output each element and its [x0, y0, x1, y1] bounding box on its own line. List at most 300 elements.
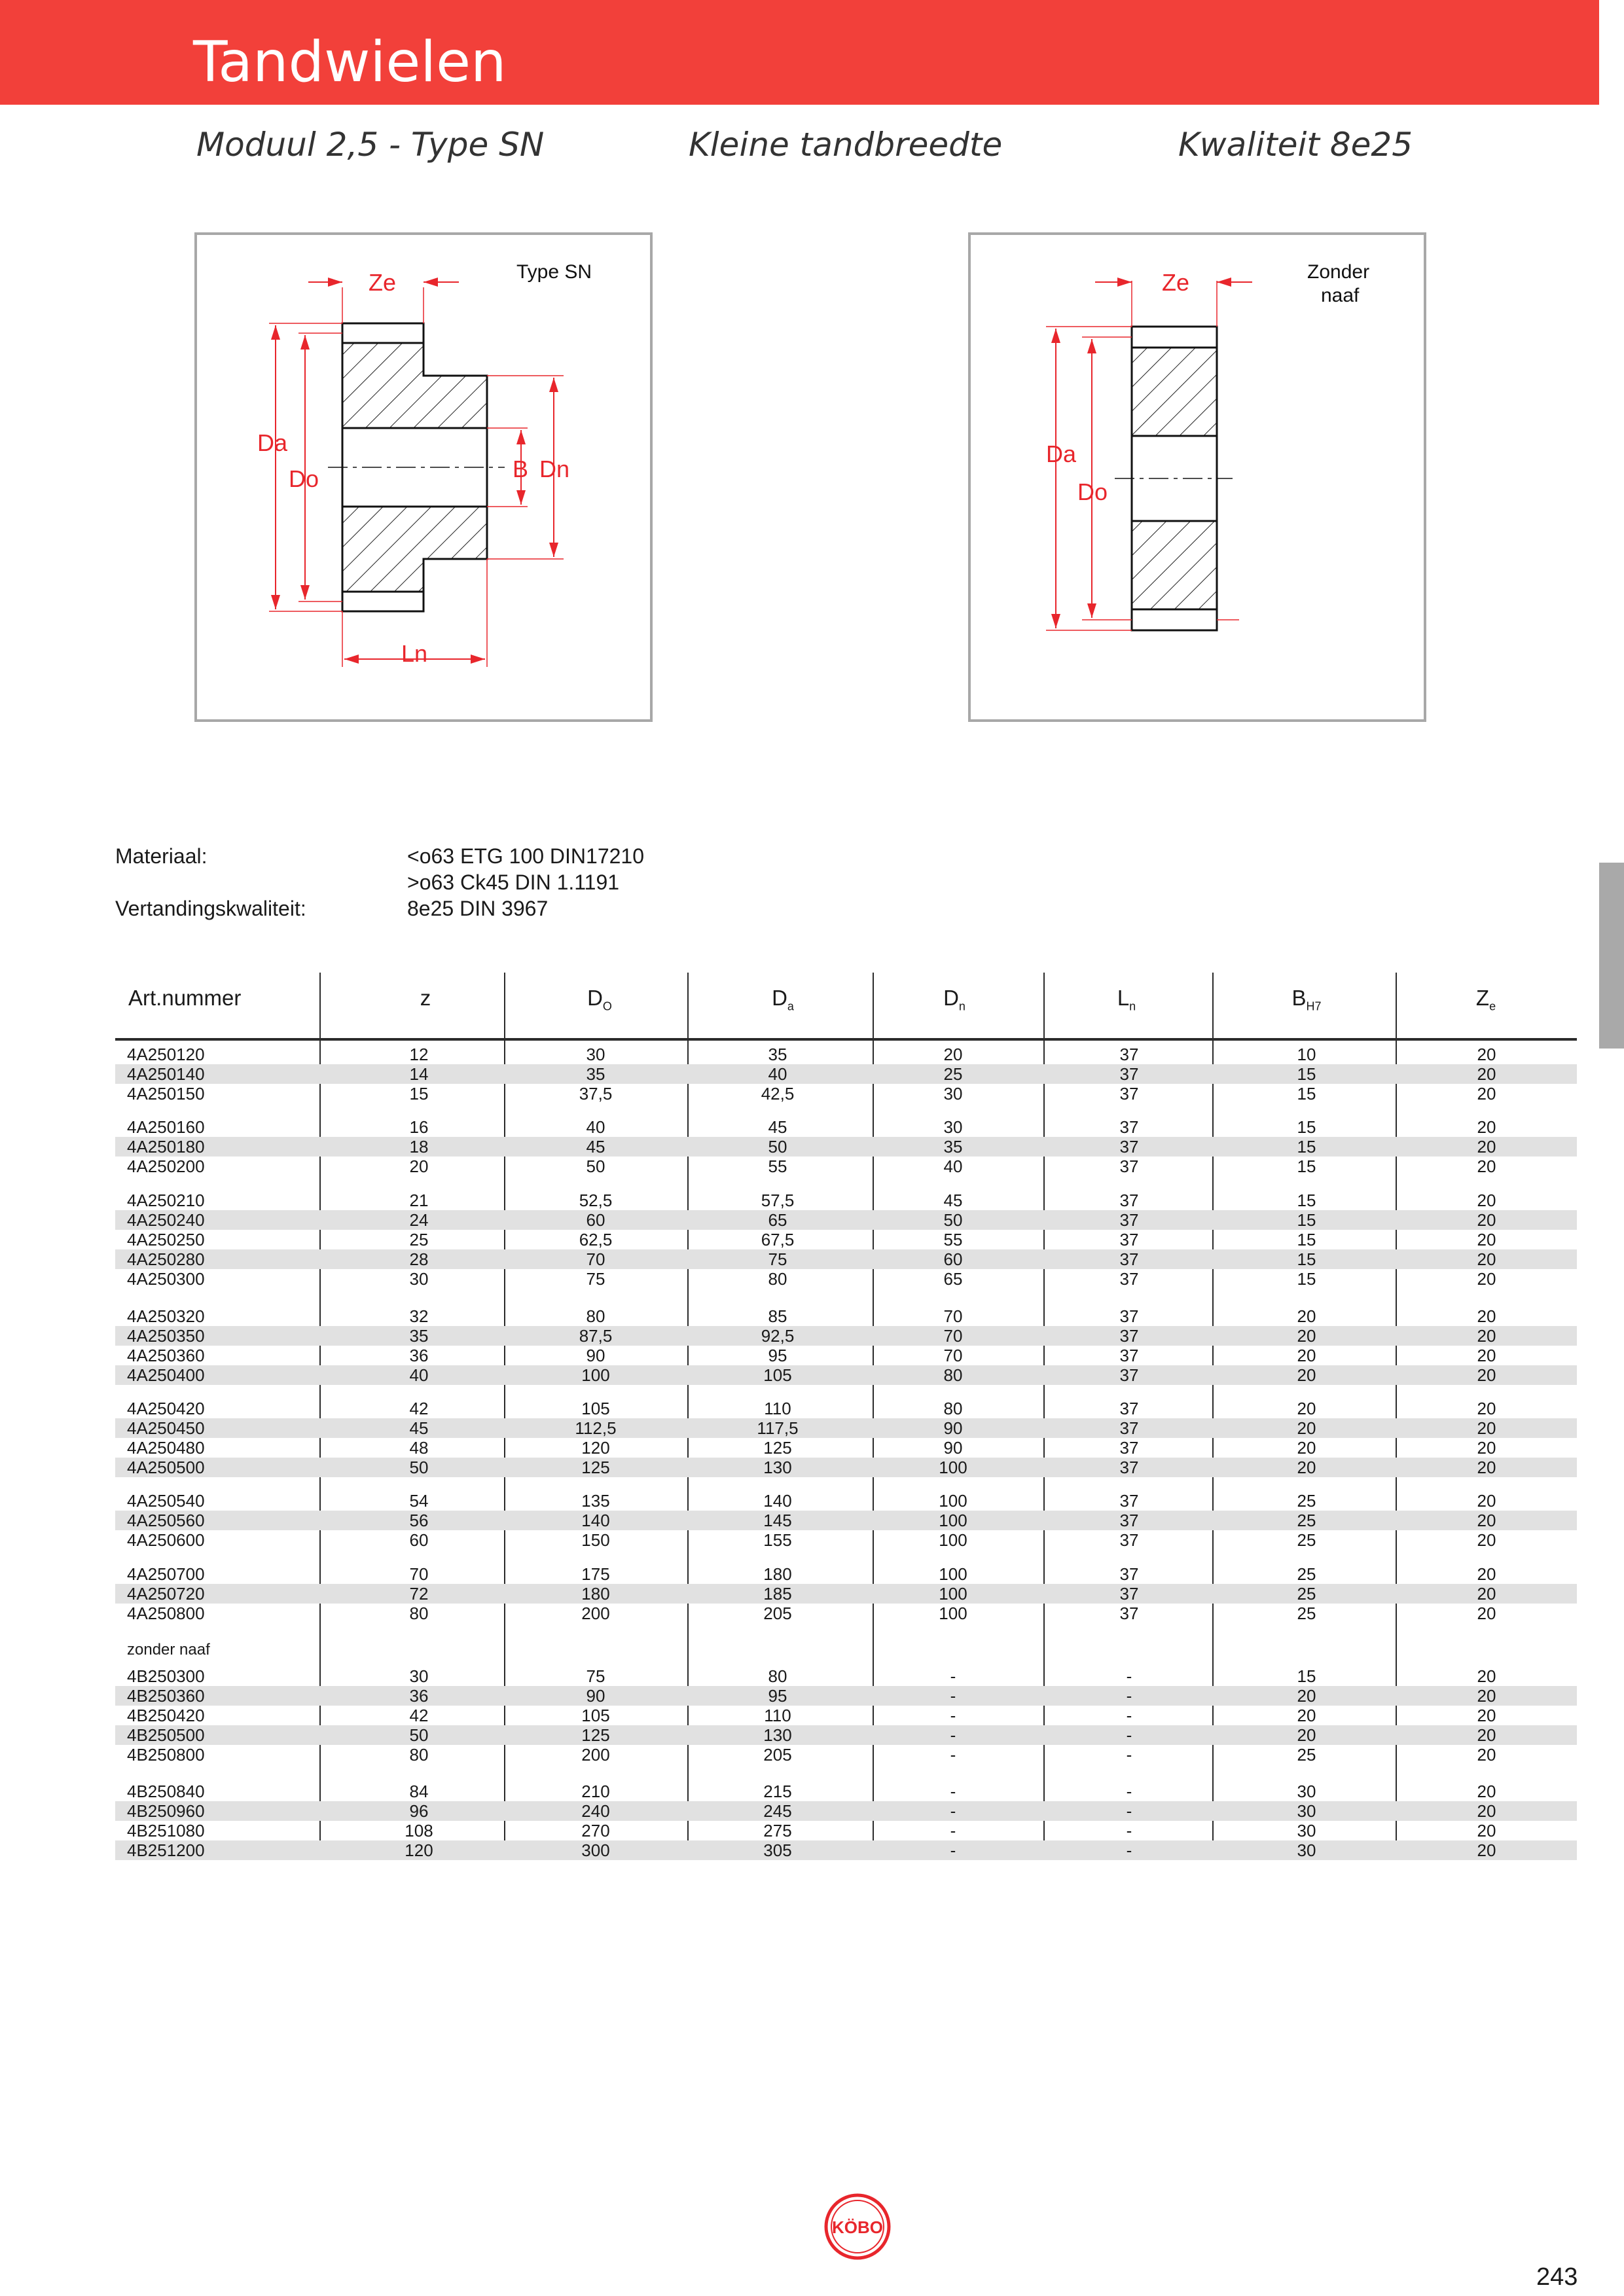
cell-bh7: 20: [1297, 1458, 1316, 1477]
cell-ln: -: [1126, 1745, 1132, 1765]
cell-art-nummer: 4A250140: [127, 1064, 205, 1084]
cell-bh7: 15: [1297, 1210, 1316, 1230]
cell-bh7: 25: [1297, 1530, 1316, 1550]
cell-z: 80: [409, 1745, 429, 1765]
cell-da: 130: [763, 1458, 792, 1477]
cell-bh7: 20: [1297, 1365, 1316, 1385]
cell-z: 45: [409, 1418, 429, 1438]
cell-ln: 37: [1119, 1530, 1139, 1550]
cell-art-nummer: 4A250320: [127, 1306, 205, 1326]
cell-z: 28: [409, 1249, 429, 1269]
cell-do: 105: [581, 1399, 610, 1418]
cell-dn: 80: [943, 1365, 963, 1385]
cell-do: 52,5: [579, 1191, 613, 1210]
cell-ze: 20: [1477, 1686, 1496, 1706]
cell-ze: 20: [1477, 1438, 1496, 1458]
table-row: [115, 1438, 1577, 1458]
table-row: [115, 1418, 1577, 1438]
cell-ze: 20: [1477, 1530, 1496, 1550]
cell-da: 65: [768, 1210, 787, 1230]
cell-z: 48: [409, 1438, 429, 1458]
cell-ln: -: [1126, 1706, 1132, 1725]
cell-ln: 37: [1119, 1045, 1139, 1064]
cell-ln: -: [1126, 1821, 1132, 1840]
cell-dn: -: [950, 1666, 956, 1686]
table-row: [115, 1745, 1577, 1765]
cell-dn: 60: [943, 1249, 963, 1269]
cell-ln: 37: [1119, 1191, 1139, 1210]
cell-art-nummer: 4B250360: [127, 1686, 205, 1706]
cell-art-nummer: 4A250200: [127, 1157, 205, 1176]
cell-art-nummer: 4A250240: [127, 1210, 205, 1230]
table-row: [115, 1604, 1577, 1623]
cell-z: 96: [409, 1801, 429, 1821]
cell-da: 245: [763, 1801, 792, 1821]
cell-ze: 20: [1477, 1157, 1496, 1176]
cell-do: 75: [586, 1269, 605, 1289]
cell-art-nummer: 4B250960: [127, 1801, 205, 1821]
cell-ze: 20: [1477, 1269, 1496, 1289]
cell-bh7: 20: [1297, 1346, 1316, 1365]
cell-dn: 100: [939, 1511, 967, 1530]
table-row: [115, 1725, 1577, 1745]
cell-da: 110: [764, 1706, 791, 1725]
table-row: [115, 1326, 1577, 1346]
cell-bh7: 25: [1297, 1584, 1316, 1604]
cell-art-nummer: 4A250450: [127, 1418, 205, 1438]
table-row: [115, 1399, 1577, 1418]
cell-do: 60: [586, 1210, 605, 1230]
cell-da: 42,5: [761, 1084, 795, 1103]
cell-art-nummer: 4A250540: [127, 1491, 205, 1511]
figure-zonder-naaf: [968, 232, 1426, 722]
cell-bh7: 15: [1297, 1117, 1316, 1137]
cell-art-nummer: 4B251080: [127, 1821, 205, 1840]
cell-bh7: 20: [1297, 1725, 1316, 1745]
table-row: [115, 1801, 1577, 1821]
cell-art-nummer: 4A250360: [127, 1346, 205, 1365]
cell-art-nummer: 4A250350: [127, 1326, 205, 1346]
cell-da: 85: [768, 1306, 787, 1326]
cell-ln: 37: [1119, 1399, 1139, 1418]
cell-da: 95: [768, 1346, 787, 1365]
subtitle-quality: Kwaliteit 8e25: [1178, 126, 1413, 164]
cell-art-nummer: 4B250300: [127, 1666, 205, 1686]
cell-dn: 100: [939, 1564, 967, 1584]
cell-da: 205: [763, 1604, 792, 1623]
cell-z: 108: [405, 1821, 433, 1840]
table-row: [115, 1686, 1577, 1706]
dim-ze-label: Ze: [369, 269, 397, 296]
header-da: $D_a$: [772, 986, 794, 1013]
cell-ze: 20: [1477, 1666, 1496, 1686]
side-tab: [1599, 863, 1624, 1049]
cell-da: 80: [768, 1666, 787, 1686]
cell-art-nummer: 4B250840: [127, 1782, 205, 1801]
figure-label-zonder: Zonder: [1307, 261, 1370, 283]
cell-do: 50: [586, 1157, 605, 1176]
cell-dn: 35: [943, 1137, 963, 1157]
cell-bh7: 15: [1297, 1230, 1316, 1249]
cell-do: 270: [581, 1821, 610, 1840]
cell-dn: -: [950, 1745, 956, 1765]
cell-da: 95: [768, 1686, 787, 1706]
cell-dn: 100: [939, 1458, 967, 1477]
cell-z: 120: [405, 1840, 433, 1860]
cell-z: 35: [409, 1326, 429, 1346]
cell-do: 125: [581, 1458, 610, 1477]
figure-label-naaf: naaf: [1321, 285, 1360, 306]
cell-dn: 45: [943, 1191, 963, 1210]
cell-da: 67,5: [761, 1230, 795, 1249]
cell-ln: 37: [1119, 1491, 1139, 1511]
cell-da: 57,5: [761, 1191, 795, 1210]
cell-art-nummer: 4A250160: [127, 1117, 205, 1137]
cell-da: 40: [768, 1064, 787, 1084]
cell-ln: 37: [1119, 1326, 1139, 1346]
cell-ze: 20: [1477, 1117, 1496, 1137]
cell-art-nummer: 4A250560: [127, 1511, 205, 1530]
cell-art-nummer: 4B250420: [127, 1706, 205, 1725]
cell-z: 30: [409, 1666, 429, 1686]
header-z: z: [420, 986, 431, 1010]
cell-dn: 25: [943, 1064, 963, 1084]
cell-da: 110: [764, 1399, 791, 1418]
cell-ze: 20: [1477, 1491, 1496, 1511]
cell-bh7: 15: [1297, 1269, 1316, 1289]
cell-z: 80: [409, 1604, 429, 1623]
cell-ze: 20: [1477, 1326, 1496, 1346]
cell-bh7: 20: [1297, 1418, 1316, 1438]
cell-z: 32: [409, 1306, 429, 1326]
figure-type-sn: [194, 232, 653, 722]
cell-do: 37,5: [579, 1084, 613, 1103]
table-row: [115, 1064, 1577, 1084]
cell-dn: -: [950, 1706, 956, 1725]
subtitle-width: Kleine tandbreedte: [689, 126, 1003, 164]
cell-da: 205: [763, 1745, 792, 1765]
cell-dn: 70: [943, 1306, 963, 1326]
cell-do: 45: [586, 1137, 605, 1157]
cell-do: 90: [586, 1346, 605, 1365]
cell-do: 87,5: [579, 1326, 613, 1346]
cell-da: 117,5: [757, 1418, 799, 1438]
cell-z: 30: [409, 1269, 429, 1289]
cell-ze: 20: [1477, 1801, 1496, 1821]
cell-z: 12: [409, 1045, 429, 1064]
cell-dn: -: [950, 1801, 956, 1821]
cell-ln: -: [1126, 1782, 1132, 1801]
figure-label-type-sn: Type SN: [516, 261, 592, 283]
table-row: [115, 1564, 1577, 1584]
cell-ln: 37: [1119, 1564, 1139, 1584]
cell-ln: 37: [1119, 1418, 1139, 1438]
gear-plain-drawing: [971, 235, 1424, 719]
cell-dn: -: [950, 1840, 956, 1860]
material-line-1: <o63 ETG 100 DIN17210: [407, 844, 645, 868]
cell-ze: 20: [1477, 1458, 1496, 1477]
cell-bh7: 25: [1297, 1604, 1316, 1623]
material-label: Materiaal:: [115, 844, 208, 868]
table-row: [115, 1249, 1577, 1269]
cell-da: 105: [763, 1365, 792, 1385]
table-row: [115, 1511, 1577, 1530]
table-row: [115, 1157, 1577, 1176]
table-row: [115, 1230, 1577, 1249]
cell-art-nummer: 4A250700: [127, 1564, 205, 1584]
cell-art-nummer: 4A250500: [127, 1458, 205, 1477]
cell-dn: -: [950, 1782, 956, 1801]
header-do: $D_O$: [587, 986, 612, 1013]
cell-do: 100: [581, 1365, 610, 1385]
cell-ln: 37: [1119, 1137, 1139, 1157]
cell-da: 45: [768, 1117, 787, 1137]
cell-bh7: 20: [1297, 1399, 1316, 1418]
cell-ln: -: [1126, 1666, 1132, 1686]
cell-art-nummer: 4A250400: [127, 1365, 205, 1385]
cell-bh7: 20: [1297, 1438, 1316, 1458]
cell-do: 70: [586, 1249, 605, 1269]
cell-da: 215: [763, 1782, 792, 1801]
cell-dn: 40: [943, 1157, 963, 1176]
cell-z: 50: [409, 1458, 429, 1477]
table-row: [115, 1491, 1577, 1511]
cell-ze: 20: [1477, 1306, 1496, 1326]
cell-do: 112,5: [575, 1418, 617, 1438]
kobo-logo: [823, 2193, 892, 2261]
cell-dn: 100: [939, 1604, 967, 1623]
cell-art-nummer: 4A250280: [127, 1249, 205, 1269]
cell-bh7: 15: [1297, 1064, 1316, 1084]
cell-bh7: 20: [1297, 1326, 1316, 1346]
cell-z: 16: [409, 1117, 429, 1137]
cell-do: 90: [586, 1686, 605, 1706]
cell-bh7: 10: [1297, 1045, 1316, 1064]
cell-dn: 20: [943, 1045, 963, 1064]
header-banner: [0, 0, 1599, 105]
table-row: [115, 1530, 1577, 1550]
cell-ln: 37: [1119, 1458, 1139, 1477]
cell-ln: 37: [1119, 1511, 1139, 1530]
dim-ze-label: Ze: [1162, 269, 1190, 296]
cell-ze: 20: [1477, 1745, 1496, 1765]
cell-ze: 20: [1477, 1365, 1496, 1385]
cell-da: 92,5: [761, 1326, 795, 1346]
dim-dn-label: Dn: [539, 456, 570, 482]
cell-art-nummer: 4A250480: [127, 1438, 205, 1458]
table-row: [115, 1137, 1577, 1157]
cell-bh7: 15: [1297, 1191, 1316, 1210]
table-row: [115, 1210, 1577, 1230]
cell-bh7: 30: [1297, 1821, 1316, 1840]
cell-do: 62,5: [579, 1230, 613, 1249]
cell-ln: 37: [1119, 1157, 1139, 1176]
cell-do: 75: [586, 1666, 605, 1686]
cell-dn: 90: [943, 1418, 963, 1438]
cell-da: 145: [763, 1511, 792, 1530]
table-header-row: [115, 973, 1577, 1041]
cell-ln: -: [1126, 1801, 1132, 1821]
cell-do: 150: [581, 1530, 610, 1550]
cell-art-nummer: 4A250210: [127, 1191, 205, 1210]
cell-ln: 37: [1119, 1084, 1139, 1103]
cell-bh7: 15: [1297, 1249, 1316, 1269]
cell-da: 55: [768, 1157, 787, 1176]
table-row: [115, 1584, 1577, 1604]
cell-bh7: 20: [1297, 1706, 1316, 1725]
cell-art-nummer: 4A250120: [127, 1045, 205, 1064]
header-dn: $D_n$: [943, 986, 965, 1013]
cell-ze: 20: [1477, 1782, 1496, 1801]
cell-ze: 20: [1477, 1511, 1496, 1530]
cell-dn: 90: [943, 1438, 963, 1458]
cell-ze: 20: [1477, 1064, 1496, 1084]
dim-do-label: Do: [1077, 478, 1108, 505]
cell-ze: 20: [1477, 1210, 1496, 1230]
svg-text:KÖBO: KÖBO: [832, 2217, 883, 2237]
cell-dn: 50: [943, 1210, 963, 1230]
cell-z: 56: [409, 1511, 429, 1530]
cell-ze: 20: [1477, 1725, 1496, 1745]
cell-ln: 37: [1119, 1210, 1139, 1230]
cell-da: 185: [763, 1584, 792, 1604]
table-row: [115, 1821, 1577, 1840]
cell-dn: 80: [943, 1399, 963, 1418]
header-art-nummer: Art.nummer: [128, 986, 242, 1010]
table-row: [115, 1706, 1577, 1725]
header-ln: $L_n$: [1117, 986, 1136, 1013]
table-row: [115, 1458, 1577, 1477]
cell-bh7: 15: [1297, 1084, 1316, 1103]
cell-dn: 70: [943, 1326, 963, 1346]
cell-z: 21: [409, 1191, 429, 1210]
cell-ln: 37: [1119, 1249, 1139, 1269]
cell-art-nummer: 4A250720: [127, 1584, 205, 1604]
cell-dn: 70: [943, 1346, 963, 1365]
table-row: [115, 1084, 1577, 1103]
page-number: 243: [1536, 2263, 1578, 2291]
cell-z: 36: [409, 1686, 429, 1706]
cell-z: 42: [409, 1706, 429, 1725]
cell-bh7: 30: [1297, 1782, 1316, 1801]
cell-art-nummer: 4A250150: [127, 1084, 205, 1103]
gear-table: [115, 973, 1577, 1041]
cell-da: 140: [763, 1491, 792, 1511]
cell-dn: 30: [943, 1084, 963, 1103]
cell-da: 80: [768, 1269, 787, 1289]
cell-art-nummer: 4A250250: [127, 1230, 205, 1249]
cell-art-nummer: 4A250300: [127, 1269, 205, 1289]
cell-dn: 55: [943, 1230, 963, 1249]
cell-bh7: 25: [1297, 1745, 1316, 1765]
cell-do: 135: [581, 1491, 610, 1511]
cell-bh7: 30: [1297, 1840, 1316, 1860]
cell-do: 30: [586, 1045, 605, 1064]
cell-z: 42: [409, 1399, 429, 1418]
page-title: Tandwielen: [193, 29, 507, 95]
cell-da: 75: [768, 1249, 787, 1269]
cell-ze: 20: [1477, 1584, 1496, 1604]
cell-z: 84: [409, 1782, 429, 1801]
cell-ze: 20: [1477, 1399, 1496, 1418]
cell-ln: 37: [1119, 1117, 1139, 1137]
cell-art-nummer: 4A250800: [127, 1604, 205, 1623]
subtitle-module: Moduul 2,5 - Type SN: [196, 126, 545, 164]
table-row: [115, 1666, 1577, 1686]
cell-ln: -: [1126, 1840, 1132, 1860]
cell-ze: 20: [1477, 1604, 1496, 1623]
cell-ln: 37: [1119, 1064, 1139, 1084]
cell-z: 50: [409, 1725, 429, 1745]
table-row: [115, 1191, 1577, 1210]
cell-ze: 20: [1477, 1418, 1496, 1438]
cell-bh7: 20: [1297, 1686, 1316, 1706]
header-bh7: $B_{H7}$: [1291, 986, 1322, 1013]
cell-art-nummer: 4A250420: [127, 1399, 205, 1418]
table-row: [115, 1269, 1577, 1289]
cell-do: 210: [581, 1782, 610, 1801]
cell-art-nummer: 4A250180: [127, 1137, 205, 1157]
cell-dn: -: [950, 1821, 956, 1840]
cell-z: 60: [409, 1530, 429, 1550]
cell-art-nummer: 4B251200: [127, 1840, 205, 1860]
cell-ln: 37: [1119, 1346, 1139, 1365]
cell-bh7: 20: [1297, 1306, 1316, 1326]
cell-ln: 37: [1119, 1438, 1139, 1458]
cell-bh7: 15: [1297, 1157, 1316, 1176]
cell-do: 240: [581, 1801, 610, 1821]
cell-do: 40: [586, 1117, 605, 1137]
cell-art-nummer: 4B250500: [127, 1725, 205, 1745]
cell-ze: 20: [1477, 1084, 1496, 1103]
cell-dn: -: [950, 1686, 956, 1706]
table-row: [115, 1045, 1577, 1064]
cell-ln: 37: [1119, 1269, 1139, 1289]
cell-da: 305: [763, 1840, 792, 1860]
cell-bh7: 25: [1297, 1491, 1316, 1511]
cell-art-nummer: 4B250800: [127, 1745, 205, 1765]
cell-dn: 100: [939, 1584, 967, 1604]
quality-label: Vertandingskwaliteit:: [115, 897, 306, 920]
cell-ze: 20: [1477, 1840, 1496, 1860]
cell-da: 275: [763, 1821, 792, 1840]
cell-z: 24: [409, 1210, 429, 1230]
cell-dn: 30: [943, 1117, 963, 1137]
cell-do: 175: [581, 1564, 610, 1584]
cell-da: 125: [763, 1438, 792, 1458]
cell-dn: 65: [943, 1269, 963, 1289]
cell-bh7: 25: [1297, 1564, 1316, 1584]
cell-do: 140: [581, 1511, 610, 1530]
cell-ln: -: [1126, 1686, 1132, 1706]
cell-z: 15: [409, 1084, 429, 1103]
table-row: [115, 1346, 1577, 1365]
section-label-zonder-naaf: zonder naaf: [127, 1641, 210, 1659]
cell-da: 155: [763, 1530, 792, 1550]
cell-do: 200: [581, 1604, 610, 1623]
cell-do: 35: [586, 1064, 605, 1084]
cell-do: 80: [586, 1306, 605, 1326]
table-row: [115, 1117, 1577, 1137]
cell-da: 130: [763, 1725, 792, 1745]
cell-do: 200: [581, 1745, 610, 1765]
dim-da-label: Da: [257, 429, 288, 456]
cell-ln: 37: [1119, 1365, 1139, 1385]
table-row: [115, 1840, 1577, 1860]
cell-do: 180: [581, 1584, 610, 1604]
cell-ze: 20: [1477, 1821, 1496, 1840]
cell-ln: -: [1126, 1725, 1132, 1745]
